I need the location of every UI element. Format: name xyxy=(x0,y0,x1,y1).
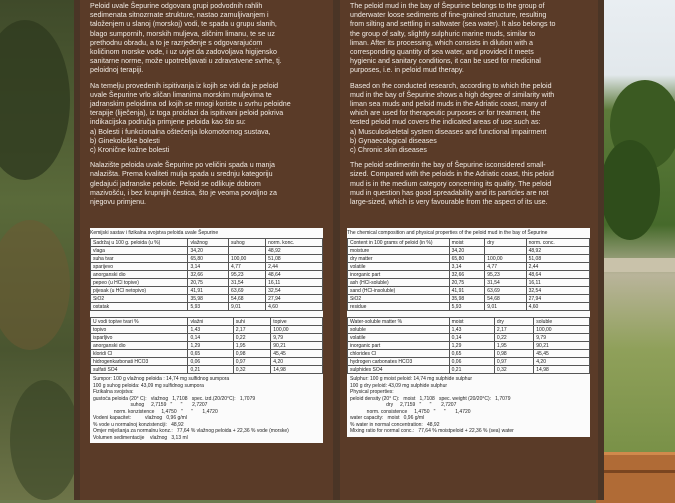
table-cell: anorganski dio xyxy=(91,271,188,279)
table-cell: hidrogenkarbonati HCO3 xyxy=(91,358,188,366)
table-cell: topivo xyxy=(91,326,188,334)
note-line: dry 2,7159 " " 2,7207 xyxy=(350,402,457,408)
table-cell: ostatak xyxy=(91,303,188,311)
table-cell: 35,98 xyxy=(188,295,229,303)
table-row xyxy=(91,239,323,247)
table-row xyxy=(348,318,590,326)
data-table-english xyxy=(347,228,590,437)
table-cell: 0,65 xyxy=(188,350,233,358)
text-line: sized. Compared with the peloids in the Adriatic coast, this peloid xyxy=(350,170,554,179)
text-line: nalazišta. Prema kvaliteti mulja spada u srednju kategoriju xyxy=(90,170,273,179)
table-cell: 4,77 xyxy=(485,263,526,271)
paragraph xyxy=(350,82,588,156)
text-line: purposes, i.e. in peloid mud therapy. xyxy=(350,66,464,75)
text-line: njegovu primjenu. xyxy=(90,198,146,207)
table-row xyxy=(91,366,323,374)
table-cell: 20,75 xyxy=(449,279,485,287)
table-cell: 27,94 xyxy=(266,295,323,303)
table-cell: volatile xyxy=(348,334,450,342)
table-cell: 1,95 xyxy=(494,342,533,350)
note-line: suhog 2,7159 " " 2,7207 xyxy=(93,402,208,408)
table-row xyxy=(91,358,323,366)
data-table-croatian xyxy=(90,228,323,443)
table-cell: vlaga xyxy=(91,247,188,255)
table-row xyxy=(348,271,590,279)
table-cell: soluble xyxy=(348,326,450,334)
table-cell: 4,77 xyxy=(229,263,266,271)
note-line: % water in normal concentration: 48,92 xyxy=(350,421,440,428)
table-cell: 100,00 xyxy=(485,255,526,263)
table-cell: 95,23 xyxy=(485,271,526,279)
text-line: taloženjem u slanoj (morskoj) vodi, te spada u grupu slanih, xyxy=(90,20,277,29)
text-line: hygienic and sanitary conditions, it can be used for medicinal xyxy=(350,57,541,66)
table-cell: dry xyxy=(494,318,533,326)
note-line: Vodeni kapacitet: vlažnog 0,96 g/ml xyxy=(93,415,187,421)
text-line: uvale Šepurine vrlo sličan limanima morskim muljevima te xyxy=(90,90,272,99)
table-cell: suhi xyxy=(233,318,271,326)
table-cell: 0,21 xyxy=(449,366,494,374)
table-cell: 27,94 xyxy=(526,295,589,303)
table-cell: 54,68 xyxy=(229,295,266,303)
text-line: peloidnoj terapiji. xyxy=(90,66,144,75)
table-cell: 45,45 xyxy=(271,350,323,358)
table-cell: 14,98 xyxy=(271,366,323,374)
table-cell: 16,11 xyxy=(526,279,589,287)
table-cell: sulfati SO4 xyxy=(91,366,188,374)
table-cell: 63,69 xyxy=(485,287,526,295)
table-cell: 34,20 xyxy=(188,247,229,255)
text-line: c) Kronične kožne bolesti xyxy=(90,146,170,155)
text-line: tested peloid mud covers the indicated areas of use such as: xyxy=(350,118,541,127)
road xyxy=(598,258,675,272)
table-cell: 31,54 xyxy=(485,279,526,287)
table-cell: 34,20 xyxy=(449,247,485,255)
text-line: corresponding quantity of sea water, and provided it meets xyxy=(350,48,534,57)
table-cell xyxy=(229,247,266,255)
table-cell: 1,95 xyxy=(233,342,271,350)
text-line: mazivošću, i bez krupnijih čestica, što je veoma povoljno za xyxy=(90,188,277,197)
panel-text xyxy=(350,0,588,207)
text-line: indikacijska područja primjene peloida kao što su: xyxy=(90,118,246,127)
text-line: sanitarne norme, može upotrebljavati u zdravstvene svrhe, tj. xyxy=(90,57,282,66)
table-cell: dry matter xyxy=(348,255,450,263)
table-cell: sand (HCl-insoluble) xyxy=(348,287,450,295)
note-line: % vode u normalnoj konzistenciji: 48,92 xyxy=(93,421,184,428)
table-row xyxy=(348,326,590,334)
text-line: the group of salty, slightly sulphuric marine muds, similar to xyxy=(350,29,536,38)
text-line: jadranskim peloidima od kojih se mnogi koriste u svrhu peloidne xyxy=(90,100,291,109)
table-cell: 48,64 xyxy=(526,271,589,279)
table-cell: 9,79 xyxy=(534,334,590,342)
table-cell: vlažnog xyxy=(188,239,229,247)
sign-post xyxy=(598,0,604,500)
note-line: 100 g suhog peloida: 43,09 mg sulfidnog sumpora xyxy=(93,382,204,389)
text-line: The peloid sedimentin the bay of Šepurine isconsidered small- xyxy=(350,161,546,170)
table-row xyxy=(348,334,590,342)
note-line: peloid density (20° C): moist 1,7108 spec. weight (20/20°C): 1,7079 xyxy=(350,395,511,402)
table-cell: 5,93 xyxy=(188,303,229,311)
table-cell: 0,65 xyxy=(449,350,494,358)
table-cell: isparljivo xyxy=(91,334,188,342)
soluble-table xyxy=(347,317,590,374)
table-cell: U vodi topive tvari % xyxy=(91,318,188,326)
table-cell: 0,32 xyxy=(494,366,533,374)
table-cell: 48,92 xyxy=(266,247,323,255)
text-line: large-sized, which is very favourable from the aspect of its use. xyxy=(350,198,548,207)
text-line: The peloid mud in the bay of Šepurine belongs to the group of xyxy=(350,2,545,10)
text-line: prethodnu obradu, a to je razrjeđenje s odgovarajućom xyxy=(90,38,263,47)
table-cell: 1,43 xyxy=(188,326,233,334)
table-row xyxy=(348,358,590,366)
table-cell: ash (HCl-soluble) xyxy=(348,279,450,287)
note-line: Omjer miješanja za normalnu konz.: 77,64 % vlažnog peloida + 22,36 % vode (morske) xyxy=(93,428,289,434)
table-row xyxy=(348,350,590,358)
table-row xyxy=(348,295,590,303)
text-line: c) Chronic skin diseases xyxy=(350,146,427,155)
table-cell: kloridi Cl xyxy=(91,350,188,358)
table-cell: 4,60 xyxy=(526,303,589,311)
table-caption: Kemijski sastav i fizikalna svojstva peloida uvale Šepurine xyxy=(90,228,323,238)
table-cell: 9,79 xyxy=(271,334,323,342)
paragraph xyxy=(350,2,588,76)
table-cell: 9,01 xyxy=(229,303,266,311)
note-line: norm. consistence 1,4750 " " 1,4720 xyxy=(350,408,471,415)
table-cell: 31,54 xyxy=(229,279,266,287)
text-line: mud in the bay of Šepurine shows a high degree of similarity with xyxy=(350,90,555,99)
table-cell: pepeo (u HCl topive) xyxy=(91,279,188,287)
note-line: norm. konzistence 1,4750 " " 1,4720 xyxy=(93,408,218,415)
table-cell: moist xyxy=(449,318,494,326)
table-row xyxy=(348,342,590,350)
table-cell: 5,93 xyxy=(449,303,485,311)
table-cell: anorganski dio xyxy=(91,342,188,350)
text-line: from silting and settling in saltwater (sea water). It also belongs to xyxy=(350,20,556,29)
table-cell: 41,91 xyxy=(449,287,485,295)
table-row xyxy=(348,255,590,263)
table-row xyxy=(348,303,590,311)
table-row xyxy=(348,263,590,271)
text-line: Peloid uvale Šepurine odgovara grupi podvodnih rahlih xyxy=(90,2,263,10)
text-line: Based on the conducted research, according to which the peloid xyxy=(350,81,552,90)
table-cell: 100,00 xyxy=(271,326,323,334)
paragraph xyxy=(90,2,323,76)
table-cell: 20,75 xyxy=(188,279,229,287)
table-cell: 63,69 xyxy=(229,287,266,295)
table-cell: 2,17 xyxy=(233,326,271,334)
table-cell: 9,01 xyxy=(485,303,526,311)
text-line: blago sumpornih, morskih muljeva, sličnim limanu, te se uz xyxy=(90,29,275,38)
text-line: liman sea muds and peloid muds in the Adriatic coast, many of xyxy=(350,100,547,109)
table-row xyxy=(91,247,323,255)
sign-post xyxy=(333,0,340,500)
table-cell: moisture xyxy=(348,247,450,255)
table-cell: 1,43 xyxy=(449,326,494,334)
text-line: mud in question has good spreadability and its particles are not xyxy=(350,188,549,197)
table-cell: 51,08 xyxy=(266,255,323,263)
text-line: b) Gynaecological diseases xyxy=(350,136,437,145)
table-cell: vlažni xyxy=(188,318,233,326)
text-line: b) Ginekološke bolesti xyxy=(90,136,160,145)
text-line: a) Bolesti i funkcionalna oštećenja lokomotornog sustava, xyxy=(90,127,271,136)
table-cell: 3,14 xyxy=(449,263,485,271)
table-cell: hydrogen carbonates HCO3 xyxy=(348,358,450,366)
table-cell: 4,20 xyxy=(534,358,590,366)
paragraph xyxy=(90,161,323,207)
table-cell: residue xyxy=(348,303,450,311)
tree-right xyxy=(600,140,660,240)
table-cell: 90,21 xyxy=(271,342,323,350)
table-cell: 95,23 xyxy=(229,271,266,279)
table-cell: 0,14 xyxy=(449,334,494,342)
table-cell: Sadržaj u 100 g. peloida (u %) xyxy=(91,239,188,247)
composition-table xyxy=(90,238,323,311)
table-row xyxy=(91,295,323,303)
table-cell: 41,91 xyxy=(188,287,229,295)
table-cell: 48,92 xyxy=(526,247,589,255)
text-line: mud is in the medium category concerning its quality. The peloid xyxy=(350,179,552,188)
text-line: količinom morske vode, i uz uvjet da zadovoljava higijensko xyxy=(90,48,277,57)
table-cell: 65,80 xyxy=(449,255,485,263)
table-row xyxy=(91,334,323,342)
table-row xyxy=(91,318,323,326)
table-cell: 32,54 xyxy=(266,287,323,295)
text-line: gledajući jadranske peloide. Peloid se odlikuje dobrom xyxy=(90,179,261,188)
note-line: Sumpor: 100 g vlažnog peloida : 14,74 mg sulfidnog sumpora xyxy=(93,376,230,382)
table-cell: suhog xyxy=(229,239,266,247)
table-cell: Content in 100 grams of peloid (in %) xyxy=(348,239,450,247)
text-line: Nalazište peloida uvale Šepurine po veličini spada u manja xyxy=(90,161,275,170)
table-cell: 45,45 xyxy=(534,350,590,358)
table-row xyxy=(91,303,323,311)
table-cell: soluble xyxy=(534,318,590,326)
text-line: Na temelju provedenih ispitivanja iz kojih se vidi da je peloid xyxy=(90,81,279,90)
table-cell: sulphides SO4 xyxy=(348,366,450,374)
table-cell xyxy=(485,247,526,255)
table-cell: Water-soluble matter % xyxy=(348,318,450,326)
table-row xyxy=(348,279,590,287)
note-line: Fizikalna svojstva: xyxy=(93,389,134,395)
background-landscape-right xyxy=(598,0,675,500)
text-line: underwater loose sediments of fine-grained structure, resulting xyxy=(350,11,547,20)
note-line: water capacity: moist 0,96 g/ml xyxy=(350,415,425,421)
table-cell: SiO2 xyxy=(348,295,450,303)
text-line: sedimenata sitnozrnate strukture, nastao zamuljivanjem i xyxy=(90,11,269,20)
table-cell: suha tvar xyxy=(91,255,188,263)
paragraph xyxy=(90,82,323,156)
table-notes xyxy=(347,374,590,437)
table-cell: inorganic part xyxy=(348,342,450,350)
note-line: Sulphur: 100 g moist peloid: 14,74 mg sulphide sulphur xyxy=(350,376,473,382)
table-row xyxy=(348,247,590,255)
table-cell: dry xyxy=(485,239,526,247)
table-cell: moist xyxy=(449,239,485,247)
table-cell: 0,22 xyxy=(494,334,533,342)
table-cell: 14,98 xyxy=(534,366,590,374)
table-cell: inorganic part xyxy=(348,271,450,279)
note-line: gustoća peloida (20° C): vlažnog 1,7108 spec. izd.(20/20°C): 1,7079 xyxy=(93,395,256,402)
table-cell: 2,44 xyxy=(526,263,589,271)
table-row xyxy=(91,271,323,279)
table-cell: chlorides Cl xyxy=(348,350,450,358)
table-cell: 3,14 xyxy=(188,263,229,271)
table-cell: norm. conc. xyxy=(526,239,589,247)
note-line: Mixing ratio for normal conc.: 77,64 % moistpeloid + 22,36 % (sea) water xyxy=(350,428,514,434)
table-row xyxy=(91,326,323,334)
table-cell: 32,66 xyxy=(449,271,485,279)
wooden-bench xyxy=(596,452,675,503)
bench-slat xyxy=(596,470,675,473)
table-cell: norm. konc. xyxy=(266,239,323,247)
table-cell: 0,14 xyxy=(188,334,233,342)
table-cell: 32,66 xyxy=(188,271,229,279)
text-line: which are used for therapeutic purposes or for treatment, the xyxy=(350,109,541,118)
table-row xyxy=(91,342,323,350)
table-cell: 0,06 xyxy=(449,358,494,366)
table-cell: pijesak (u HCl netopivo) xyxy=(91,287,188,295)
table-cell: 65,80 xyxy=(188,255,229,263)
table-row xyxy=(91,255,323,263)
composition-table xyxy=(347,238,590,311)
table-cell: volatile xyxy=(348,263,450,271)
text-line: a) Musculoskeletal system diseases and functional impairment xyxy=(350,127,547,136)
table-cell: 2,17 xyxy=(494,326,533,334)
table-cell: SiO2 xyxy=(91,295,188,303)
table-cell: 51,08 xyxy=(526,255,589,263)
table-cell: 0,97 xyxy=(494,358,533,366)
table-cell: 0,06 xyxy=(188,358,233,366)
table-cell: 1,29 xyxy=(188,342,233,350)
table-cell: 100,00 xyxy=(229,255,266,263)
note-line: Volumen sedimentacije vlažnog 3,13 ml xyxy=(93,434,188,441)
table-caption: The chemical composition and physical properties of the peloid mud in the bay of Šepurine xyxy=(347,228,590,238)
soluble-table xyxy=(90,317,323,374)
table-cell: 48,64 xyxy=(266,271,323,279)
table-row xyxy=(348,366,590,374)
table-row xyxy=(91,350,323,358)
table-cell: 0,98 xyxy=(233,350,271,358)
table-cell: 16,11 xyxy=(266,279,323,287)
text-line: liman. After its processing, which consists in dilution with a xyxy=(350,38,533,47)
table-row xyxy=(91,279,323,287)
table-row xyxy=(348,239,590,247)
table-row xyxy=(91,287,323,295)
table-cell: 2,44 xyxy=(266,263,323,271)
table-cell: 35,98 xyxy=(449,295,485,303)
table-cell: 1,29 xyxy=(449,342,494,350)
table-cell: 54,68 xyxy=(485,295,526,303)
paragraph xyxy=(350,161,588,207)
table-cell: 32,54 xyxy=(526,287,589,295)
table-cell: 4,20 xyxy=(271,358,323,366)
table-cell: 100,00 xyxy=(534,326,590,334)
table-row xyxy=(348,287,590,295)
tree-left xyxy=(10,380,80,500)
table-cell: 0,22 xyxy=(233,334,271,342)
table-row xyxy=(91,263,323,271)
table-cell: topive xyxy=(271,318,323,326)
text-line: terapije (liječenja), iz toga proizlazi da ispitivani peloid pokriva xyxy=(90,109,284,118)
table-cell: 0,32 xyxy=(233,366,271,374)
table-notes xyxy=(90,374,323,443)
table-cell: sparijevo xyxy=(91,263,188,271)
table-cell: 0,97 xyxy=(233,358,271,366)
table-cell: 0,21 xyxy=(188,366,233,374)
panel-text xyxy=(90,0,323,207)
note-line: Physical properties: xyxy=(350,389,394,395)
note-line: 100 g dry peloid: 43,09 mg sulphide sulphur xyxy=(350,382,448,389)
table-cell: 0,98 xyxy=(494,350,533,358)
table-cell: 4,60 xyxy=(266,303,323,311)
table-cell: 90,21 xyxy=(534,342,590,350)
